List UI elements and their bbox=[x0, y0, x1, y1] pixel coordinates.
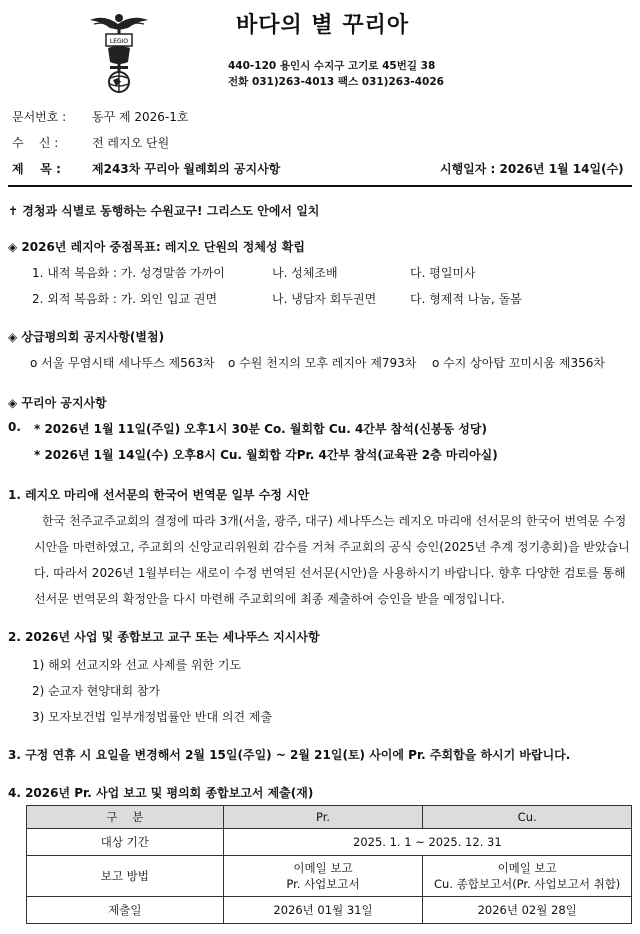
table-row-method bbox=[27, 856, 632, 897]
council-item-senatus: o 서울 무염시태 세나뚜스 제563차 bbox=[30, 356, 215, 370]
council-item-comitium: o 수지 상아탑 꼬미시움 제356차 bbox=[432, 356, 606, 370]
svg-text:LEGIO: LEGIO bbox=[109, 38, 129, 45]
due-cu: 2026년 02월 28일 bbox=[423, 897, 632, 924]
council-item-regia: o 수원 천지의 모후 레지아 제793차 bbox=[228, 356, 417, 370]
item1-line-1: 한국 천주교주교회의 결정에 따라 3개(서울, 광주, 대구) 세나뚜스는 레지오 마리애 선서문의 한국어 번역문 수정 bbox=[42, 514, 627, 528]
method-cu-line2: Cu. 종합보고서(Pr. 사업보고서 취합) bbox=[434, 877, 621, 891]
due-label: 제출일 bbox=[27, 897, 224, 924]
legion-emblem-logo bbox=[88, 6, 150, 94]
item1-heading: 1. 레지오 마리애 선서문의 한국어 번역문 일부 수정 시안 bbox=[8, 488, 310, 502]
item0-meeting-a: * 2026년 1월 11일(주일) 오후1시 30분 Co. 월회합 Cu. 4간부 참석(신봉동 성당) bbox=[34, 422, 487, 436]
curia-heading: ◈ 꾸리아 공지사항 bbox=[8, 396, 107, 410]
recipient-value: 전 레지오 단원 bbox=[92, 136, 170, 150]
organization-title: 바다의 별 꾸리아 bbox=[236, 13, 410, 38]
item2-list-item-2: 2) 순교자 현양대회 참가 bbox=[32, 684, 161, 698]
item2-heading: 2. 2026년 사업 및 종합보고 교구 또는 세나뚜스 지시사항 bbox=[8, 630, 320, 644]
subject-value: 제243차 꾸리아 월례회의 공지사항 bbox=[92, 162, 281, 176]
method-cu-cell bbox=[423, 856, 632, 897]
goals-row2-col2: 나. 냉담자 회두권면 bbox=[272, 292, 377, 306]
table-header-row bbox=[27, 806, 632, 829]
subject-label: 제 목 : bbox=[12, 162, 61, 176]
item0-number: 0. bbox=[8, 420, 21, 434]
goals-row1-col2: 나. 성체조배 bbox=[272, 266, 338, 280]
goals-row1-col3: 다. 평일미사 bbox=[410, 266, 476, 280]
header-divider bbox=[8, 185, 632, 187]
item1-line-4: 선서문 번역문의 확정안을 다시 마련해 주교회의에 최종 제출하여 승인을 받을 예정입니다. bbox=[34, 592, 505, 606]
item4-heading: 4. 2026년 Pr. 사업 보고 및 평의회 종합보고서 제출(재) bbox=[8, 786, 314, 800]
item3-notice: 3. 구정 연휴 시 요일을 변경해서 2월 15일(주일) ~ 2월 21일(토) 사이에 Pr. 주회합을 하시기 바랍니다. bbox=[8, 748, 571, 762]
table-row-due bbox=[27, 897, 632, 924]
item1-line-2: 시안을 마련하였고, 주교회의 신앙교리위원회 감수를 거쳐 주교회의 공식 승인(2025년 추계 정기총회)을 받았습니 bbox=[34, 540, 630, 554]
item2-list-item-1: 1) 해외 선교지와 선교 사제를 위한 기도 bbox=[32, 658, 242, 672]
goals-heading: ◈ 2026년 레지아 중점목표: 레지오 단원의 정체성 확립 bbox=[8, 240, 305, 254]
goals-row1-col1: 1. 내적 복음화 : 가. 성경말씀 가까이 bbox=[32, 266, 225, 280]
due-pr: 2026년 01월 31일 bbox=[223, 897, 423, 924]
method-cu-line1: 이메일 보고 bbox=[497, 861, 557, 875]
doc-number-label: 문서번호 : bbox=[12, 110, 67, 124]
method-pr-line2: Pr. 사업보고서 bbox=[286, 877, 360, 891]
goals-row2-col1: 2. 외적 복음화 : 가. 외인 입교 권면 bbox=[32, 292, 218, 306]
item0-meeting-b: * 2026년 1월 14일(수) 오후8시 Cu. 월회합 각Pr. 4간부 참석(교육관 2층 마리아실) bbox=[34, 448, 498, 462]
table-row-period bbox=[27, 829, 632, 856]
header-cu: Cu. bbox=[423, 806, 632, 829]
address-line: 440-120 용인시 수지구 고기로 45번길 38 bbox=[228, 60, 436, 72]
effective-date: 시행일자 : 2026년 1월 14일(수) bbox=[440, 162, 624, 176]
item1-line-3: 다. 따라서 2026년 1월부터는 새로이 수정 번역된 선서문(시안)을 사용하시기 바랍니다. 향후 다양한 검토를 통해 bbox=[34, 566, 626, 580]
council-heading: ◈ 상급평의회 공지사항(별첨) bbox=[8, 330, 165, 344]
method-pr-cell bbox=[223, 856, 423, 897]
period-value: 2025. 1. 1 ~ 2025. 12. 31 bbox=[223, 829, 631, 856]
item2-list-item-3: 3) 모자보건법 일부개정법률안 반대 의견 제출 bbox=[32, 710, 273, 724]
report-submission-table bbox=[26, 805, 632, 924]
doc-number-value: 동꾸 제 2026-1호 bbox=[92, 110, 189, 124]
phone-fax-line: 전화 031)263-4013 팩스 031)263-4026 bbox=[228, 76, 444, 88]
header-category: 구 분 bbox=[27, 806, 224, 829]
item1-paragraph bbox=[26, 508, 636, 612]
method-label: 보고 방법 bbox=[27, 856, 224, 897]
diocese-motto: ✝ 경청과 식별로 동행하는 수원교구! 그리스도 안에서 일치 bbox=[8, 204, 320, 218]
period-label: 대상 기간 bbox=[27, 829, 224, 856]
method-pr-line1: 이메일 보고 bbox=[293, 861, 353, 875]
goals-row2-col3: 다. 형제적 나눔, 돌봄 bbox=[410, 292, 522, 306]
recipient-label: 수 신 : bbox=[12, 136, 59, 150]
header-pr: Pr. bbox=[223, 806, 423, 829]
